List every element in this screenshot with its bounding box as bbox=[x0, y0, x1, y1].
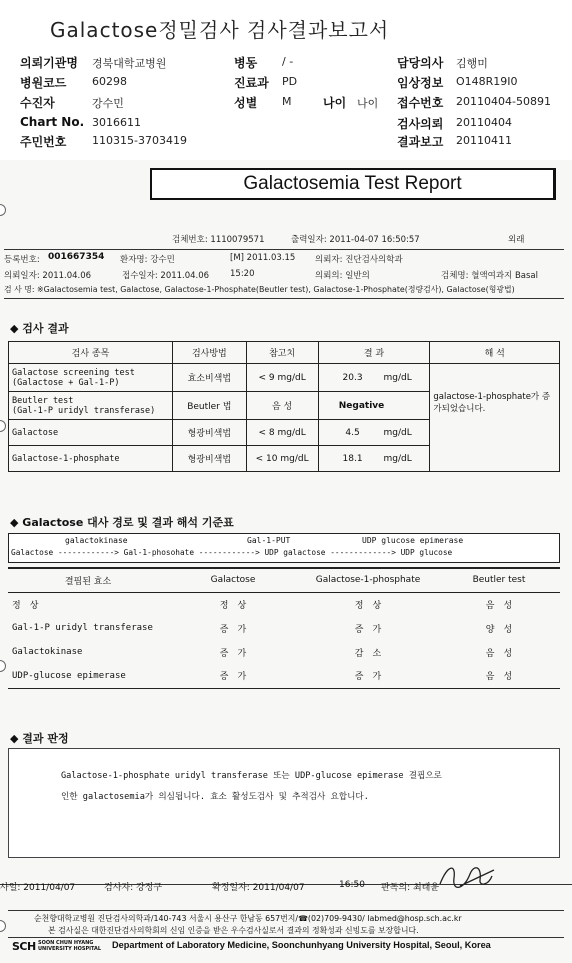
dept-label: 진료과 bbox=[234, 76, 269, 90]
col-header: Galactose-1-phosphate bbox=[298, 568, 438, 592]
test-method: 형광비색법 bbox=[172, 420, 246, 446]
enzyme-name: 정 상 bbox=[12, 600, 39, 611]
result-cell bbox=[318, 446, 430, 472]
footer-certification: 본 검사실은 대한진단검사의학회의 신임 인증을 받은 우수검사실로서 결과의 정확성과 신빙도를 보장합니다. bbox=[48, 926, 419, 935]
col-header: 검사방법 bbox=[172, 342, 246, 364]
report-date-label: 결과보고 bbox=[397, 135, 444, 149]
judgement-line: Galactose-1-phosphate uridyl transferase 또는 UDP-glucose epimerase 결핍으로 bbox=[61, 771, 442, 781]
judgement-box bbox=[8, 748, 560, 858]
divider bbox=[8, 937, 564, 938]
chart-no-value: 3016611 bbox=[92, 116, 141, 129]
enzyme-cell: 음 성 bbox=[485, 600, 513, 611]
header-title: Galactose정밀검사 검사결과보고서 bbox=[50, 18, 390, 42]
footer-time: 16:50 bbox=[339, 880, 365, 890]
test-method: 형광비색법 bbox=[172, 446, 246, 472]
patient-name: 환자명: 강수민 bbox=[120, 255, 175, 265]
enzyme-cell: 증 가 bbox=[219, 648, 247, 659]
binder-hole bbox=[0, 420, 6, 432]
receipt-date: 접수일자: 2011.04.06 bbox=[122, 271, 210, 281]
print-date: 출력일자: 2011-04-07 16:50:57 bbox=[291, 235, 420, 245]
doctor-value: 김행미 bbox=[456, 57, 488, 70]
patient-value: 강수민 bbox=[92, 97, 124, 110]
enzyme-cell: 증 가 bbox=[219, 672, 247, 683]
test-method: 효소비색법 bbox=[172, 364, 246, 392]
result-value: Negative bbox=[338, 400, 385, 411]
judgement-line: 인한 galactosemia가 의심됩니다. 효소 활성도검사 및 추적검사 요합니다. bbox=[61, 792, 369, 802]
requesting-org-label: 의뢰기관명 bbox=[20, 56, 78, 70]
patient-label: 수진자 bbox=[20, 96, 55, 110]
results-section-title: ◆ 검사 결과 bbox=[10, 322, 69, 335]
enzyme-cell: 증 가 bbox=[354, 624, 382, 635]
footer-doctor: 판독의: 최태윤 bbox=[381, 883, 440, 893]
judge-section-title: ◆ 결과 판정 bbox=[10, 732, 69, 745]
table-row bbox=[8, 592, 560, 616]
chart-no-label: Chart No. bbox=[20, 115, 85, 129]
request-date: 의뢰일자: 2011.04.06 bbox=[4, 271, 92, 281]
test-item: Beutler test (Gal-1-P uridyl transferase) bbox=[9, 392, 173, 420]
sch-logo: SCH bbox=[12, 940, 36, 953]
result-cell bbox=[318, 392, 430, 420]
pathway-enzyme: galactokinase bbox=[65, 536, 128, 545]
result-unit: mg/dL bbox=[383, 453, 412, 464]
binder-hole bbox=[0, 204, 6, 216]
enzyme-cell: 감 소 bbox=[354, 648, 382, 659]
result-value: 4.5 bbox=[345, 427, 360, 438]
result-cell bbox=[318, 364, 430, 392]
enzyme-cell: 정 상 bbox=[354, 600, 382, 611]
ref-range: < 8 mg/dL bbox=[246, 420, 318, 446]
ref-range: 음 성 bbox=[246, 392, 318, 420]
logo-line: UNIVERSITY HOSPITAL bbox=[38, 946, 102, 952]
col-header: Beutler test bbox=[438, 568, 560, 592]
pathway-enzyme: Gal-1-PUT bbox=[247, 536, 291, 545]
table-row bbox=[8, 664, 560, 688]
col-header: 해 석 bbox=[430, 342, 560, 364]
col-header: Galactose bbox=[168, 568, 298, 592]
pathway-line: Galactose ------------> Gal-1-phosohate ------------> UDP galactose -------------> UDP glucose bbox=[11, 548, 453, 557]
table-row bbox=[8, 616, 560, 640]
dept-value: PD bbox=[282, 75, 298, 88]
department-name: Department of Laboratory Medicine, Soonchunhyang University Hospital, Seoul, Korea bbox=[112, 940, 491, 950]
results-table bbox=[8, 341, 560, 472]
enzyme-cell: 증 가 bbox=[354, 672, 382, 683]
doctor-label: 담당의사 bbox=[397, 56, 444, 70]
receipt-no-label: 접수번호 bbox=[397, 96, 444, 110]
requester: 의뢰자: 진단검사의학과 bbox=[315, 255, 403, 265]
test-item: Galactose-1-phosphate bbox=[9, 446, 173, 472]
divider bbox=[8, 910, 564, 911]
test-item: Galactose screening test (Galactose + Gal-1-P) bbox=[9, 364, 173, 392]
enzyme-header-row bbox=[8, 568, 560, 592]
hospital-code-value: 60298 bbox=[92, 75, 127, 88]
interpretation: galactose-1-phosphate가 증가되었습니다. bbox=[430, 364, 560, 472]
binder-hole bbox=[0, 660, 6, 672]
requesting-org-value: 경북대학교병원 bbox=[92, 57, 167, 70]
report-date-value: 20110411 bbox=[456, 134, 512, 147]
rrn-value: 110315-3703419 bbox=[92, 134, 187, 147]
signature-image bbox=[430, 856, 510, 896]
pathway-enzyme: UDP glucose epimerase bbox=[362, 536, 464, 545]
result-value: 20.3 bbox=[342, 372, 363, 383]
clinical-info-value: O148R19I0 bbox=[456, 75, 518, 88]
divider bbox=[4, 249, 564, 250]
enzyme-name: Gal-1-P uridyl transferase bbox=[12, 623, 153, 633]
requester2: 의뢰의: 일반의 bbox=[315, 271, 370, 281]
col-header: 결 과 bbox=[318, 342, 430, 364]
report-header bbox=[0, 0, 572, 160]
outsource-tag: 외래 bbox=[508, 235, 525, 245]
ref-range: < 10 mg/dL bbox=[246, 446, 318, 472]
footer-exam-date: 사일: 2011/04/07 bbox=[0, 883, 76, 893]
scanned-report bbox=[0, 160, 572, 963]
result-cell bbox=[318, 420, 430, 446]
sex-value: M bbox=[282, 95, 292, 108]
ward-value: / - bbox=[282, 55, 294, 68]
pathway-section-title: ◆ Galactose 대사 경로 및 결과 해석 기준표 bbox=[10, 516, 234, 529]
exam-request-label: 검사의뢰 bbox=[397, 117, 444, 131]
enzyme-cell: 양 성 bbox=[485, 624, 513, 635]
result-value: 18.1 bbox=[342, 453, 363, 464]
results-header-row bbox=[9, 342, 560, 364]
sex-dob: [M] 2011.03.15 bbox=[230, 253, 296, 263]
footer-examiner: 검사자: 강정구 bbox=[104, 883, 163, 893]
ref-range: < 9 mg/dL bbox=[246, 364, 318, 392]
enzyme-cell: 증 가 bbox=[219, 624, 247, 635]
test-item: Galactose bbox=[9, 420, 173, 446]
specimen: 검체명: 혈액여과지 Basal bbox=[441, 271, 538, 281]
report-title: Galactosemia Test Report bbox=[150, 168, 556, 200]
exam-no: 검체번호: 1110079571 bbox=[172, 235, 265, 245]
receipt-time: 15:20 bbox=[230, 269, 255, 279]
binder-hole bbox=[0, 920, 6, 932]
enzyme-cell: 음 성 bbox=[485, 672, 513, 683]
sch-logo-text bbox=[38, 940, 101, 952]
reg-no-label: 등록번호: bbox=[4, 255, 40, 265]
test-names: 검 사 명: ※Galactosemia test, Galactose, Galactose-1-Phosphate(Beutler test), Galactose-1-Phosphate(정량검사), Galactose(형광법) bbox=[4, 285, 515, 294]
sex-label: 성별 bbox=[234, 96, 258, 110]
clinical-info-label: 임상정보 bbox=[397, 76, 444, 90]
receipt-no-value: 20110404-50891 bbox=[456, 95, 551, 108]
pathway-diagram bbox=[8, 533, 560, 563]
result-unit: mg/dL bbox=[383, 372, 412, 383]
col-header: 참고치 bbox=[246, 342, 318, 364]
ward-label: 병동 bbox=[234, 56, 258, 70]
table-row bbox=[8, 640, 560, 664]
test-method: Beutler 법 bbox=[172, 392, 246, 420]
col-header: 결핍된 효소 bbox=[8, 568, 168, 592]
table-row bbox=[9, 364, 560, 392]
divider bbox=[4, 298, 564, 299]
enzyme-name: UDP-glucose epimerase bbox=[12, 670, 126, 681]
footer-address: 순천향대학교병원 진단검사의학과/140-743 서울시 용산구 한남동 657번지/☎(02)709-9430/ labmed@hosp.sch.ac.kr bbox=[34, 914, 462, 923]
enzyme-cell: 정 상 bbox=[219, 600, 247, 611]
result-unit: mg/dL bbox=[383, 427, 412, 438]
footer-confirm-date: 확정일자: 2011/04/07 bbox=[212, 883, 305, 893]
age-value: 나이 bbox=[357, 97, 379, 110]
enzyme-table bbox=[8, 567, 560, 689]
exam-request-value: 20110404 bbox=[456, 116, 512, 129]
age-label: 나이 bbox=[323, 96, 347, 110]
enzyme-cell: 음 성 bbox=[485, 648, 513, 659]
logo-line: SOON CHUN HYANG bbox=[38, 940, 94, 946]
reg-no-value: 001667354 bbox=[48, 252, 105, 262]
enzyme-name: Galactokinase bbox=[12, 647, 83, 657]
hospital-code-label: 병원코드 bbox=[20, 76, 67, 90]
rrn-label: 주민번호 bbox=[20, 135, 67, 149]
col-header: 검사 종목 bbox=[9, 342, 173, 364]
